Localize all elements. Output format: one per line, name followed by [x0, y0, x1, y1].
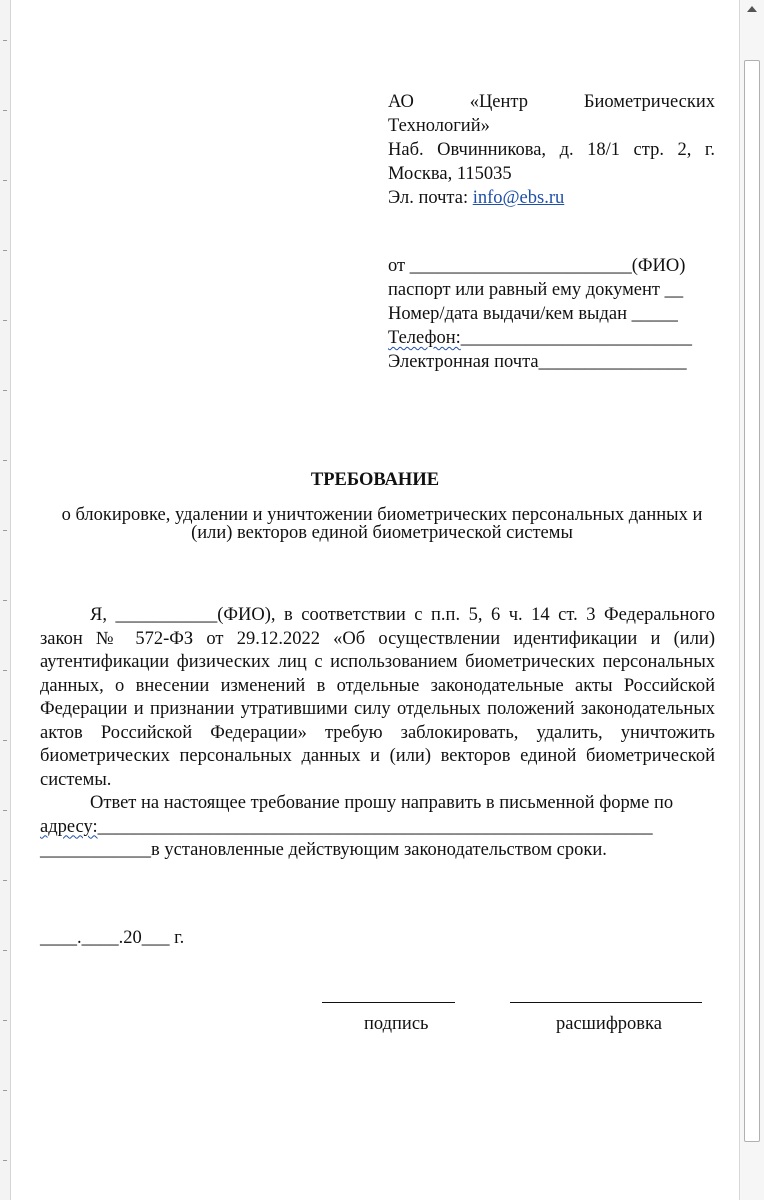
document-body	[40, 604, 715, 863]
sender-phone-label: Телефон:	[388, 328, 461, 348]
vertical-scrollbar[interactable]	[739, 0, 764, 1200]
scroll-thumb[interactable]	[744, 60, 760, 1142]
decode-label: расшифровка	[556, 1014, 662, 1034]
sender-phone-blank: _________________________	[460, 328, 693, 348]
date-line: ____.____.20___ г.	[40, 928, 185, 948]
addressee-email-link[interactable]: info@ebs.ru	[472, 188, 565, 208]
document-page[interactable]	[12, 0, 738, 1200]
address-label: адресу:	[40, 816, 98, 837]
address-row	[40, 816, 715, 840]
signature-line	[322, 1002, 455, 1003]
deadline-row	[40, 839, 715, 863]
sender-document-number: Номер/дата выдачи/кем выдан _____	[388, 304, 678, 324]
addressee-line-1: АО «Центр Биометрических	[388, 92, 715, 112]
deadline-text: в установленные действующим законодательством сроки.	[151, 840, 607, 860]
document-subtitle: о блокировке, удалении и уничтожении биометрических персональных данных и (или) векторов единой биометрической системы	[61, 505, 703, 543]
addressee-email-row	[388, 186, 715, 210]
addressee-line-4: Москва, 115035	[388, 164, 512, 184]
scroll-up-arrow-icon[interactable]	[747, 6, 757, 12]
sender-passport: паспорт или равный ему документ __	[388, 280, 684, 300]
deadline-blank: ____________	[40, 840, 151, 860]
addressee-line-2: Технологий»	[388, 116, 490, 136]
sender-phone-row	[388, 326, 718, 350]
address-blank: ____________________________________________________________	[97, 816, 653, 837]
document-title: ТРЕБОВАНИЕ	[310, 470, 440, 490]
signature-label: подпись	[364, 1014, 429, 1034]
decode-line	[510, 1002, 702, 1003]
addressee-line-3: Наб. Овчинникова, д. 18/1 стр. 2, г.	[388, 140, 715, 160]
addressee-block	[388, 90, 715, 210]
body-paragraph-2: Ответ на настоящее требование прошу направить в письменной форме по	[90, 793, 674, 813]
sender-from: от ________________________(ФИО)	[388, 256, 686, 276]
left-ruler	[0, 0, 11, 1200]
sender-block	[388, 254, 718, 374]
addressee-email-label: Эл. почта:	[388, 188, 473, 208]
signature-block	[12, 990, 738, 1050]
body-paragraph-1: Я, ___________(ФИО), в соответствии с п.п. 5, 6 ч. 14 ст. 3 Федерального закон № 572-ФЗ от 29.12.2022 «Об осуществлении идентификации и (или) аутентификации физических лиц с использованием биометрических персональных данных, о внесении изменений в отдельные законодательные акты Российской Федерации и признании утратившими силу отдельных положений законодательных актов Российской Федерации» требую заблокировать, удалить, уничтожить биометрических персональных данных и (или) векторов единой биометрической системы.	[40, 605, 715, 790]
sender-email: Электронная почта________________	[388, 352, 687, 372]
